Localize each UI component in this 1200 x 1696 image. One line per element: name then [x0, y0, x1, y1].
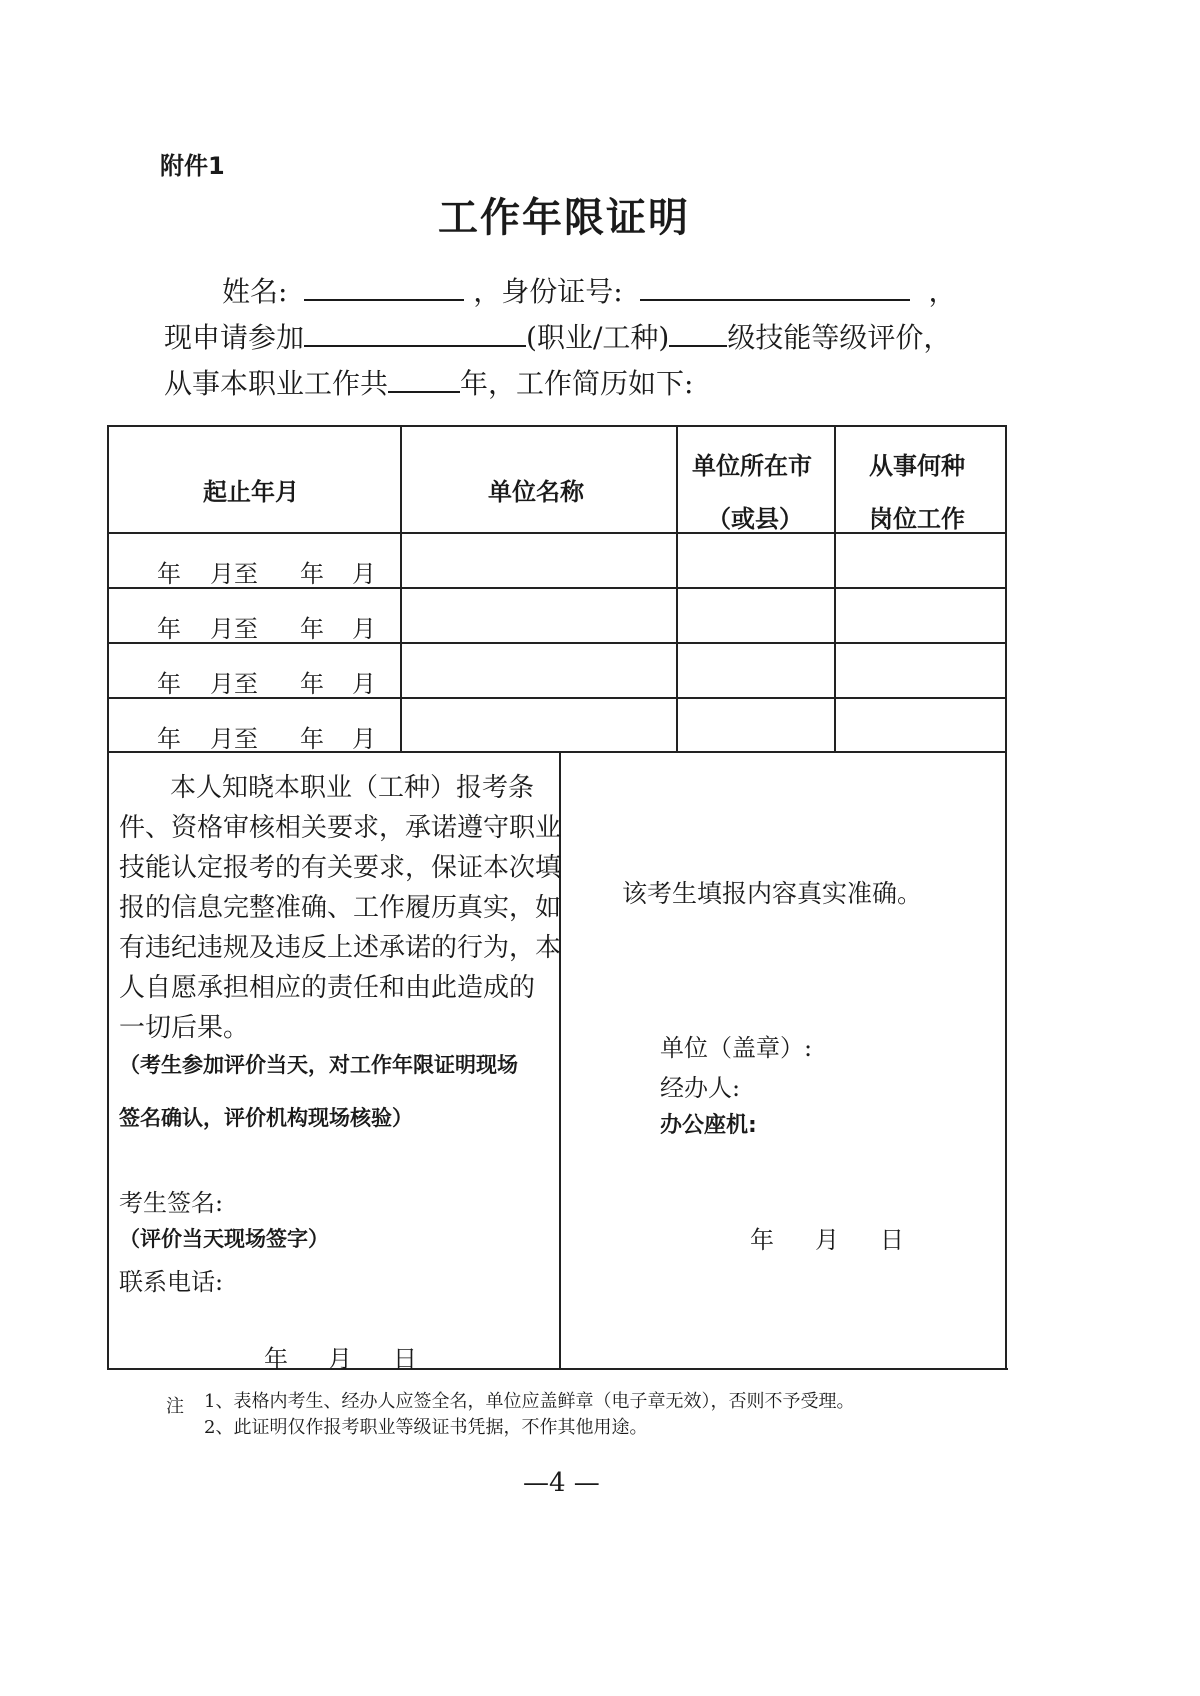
header-unit-name: 单位名称 — [488, 478, 584, 506]
row-start-year: 年 — [157, 725, 181, 753]
footnote-line2: 2、此证明仅作报考职业等级证书凭据，不作其他用途。 — [204, 1417, 648, 1438]
handler-label: 经办人: — [660, 1074, 741, 1102]
row-start-month: 月至 — [210, 560, 258, 588]
table-border-left — [107, 425, 109, 1369]
level-blank[interactable] — [669, 319, 727, 347]
page-title: 工作年限证明 — [438, 195, 690, 241]
work-label: 从事本职业工作共 — [164, 367, 389, 400]
id-label: ，身份证号: — [473, 275, 623, 308]
pledge-line: 报的信息完整准确、工作履历真实，如 — [119, 893, 562, 923]
header-city-line1: 单位所在市 — [692, 452, 812, 480]
unit-stamp-label: 单位（盖章）: — [660, 1034, 813, 1062]
occupation-blank[interactable] — [304, 319, 526, 347]
employer-date-day: 日 — [880, 1226, 904, 1254]
table-border-top — [107, 425, 1006, 427]
pledge-line: 件、资格审核相关要求，承诺遵守职业 — [119, 813, 562, 843]
page-number: —4 — — [523, 1468, 600, 1498]
header-city-line2: （或县） — [707, 505, 803, 533]
pledge-date-month: 月 — [328, 1345, 352, 1373]
attachment-label: 附件1 — [160, 152, 225, 180]
employer-date-month: 月 — [815, 1226, 839, 1254]
header-period: 起止年月 — [203, 478, 299, 506]
table-col-divider — [400, 425, 402, 752]
name-blank[interactable] — [304, 273, 464, 301]
footnote-line1: 1、表格内考生、经办人应签全名，单位应盖鲜章（电子章无效），否则不予受理。 — [204, 1391, 855, 1412]
row-start-year: 年 — [157, 670, 181, 698]
row-end-year: 年 — [300, 670, 324, 698]
intro-line-3 — [164, 362, 693, 402]
signature-label: 考生签名: — [119, 1189, 224, 1217]
id-number-blank[interactable] — [640, 273, 910, 301]
pledge-line: 技能认定报考的有关要求，保证本次填 — [119, 853, 562, 883]
pledge-date-day: 日 — [393, 1345, 417, 1373]
intro-comma: ， — [928, 275, 957, 308]
row-end-month: 月 — [352, 670, 376, 698]
table-col-divider — [834, 425, 836, 752]
years-blank[interactable] — [388, 365, 460, 393]
pledge-note-line2: 签名确认，评价机构现场核验） — [119, 1106, 413, 1130]
row-end-month: 月 — [352, 725, 376, 753]
pledge-note-line1: （考生参加评价当天，对工作年限证明现场 — [119, 1053, 518, 1077]
pledge-line: 有违纪违规及违反上述承诺的行为，本 — [119, 933, 562, 963]
table-border-bottom — [107, 1368, 1008, 1370]
row-start-month: 月至 — [210, 725, 258, 753]
table-border-right — [1005, 425, 1007, 1369]
phone-label: 联系电话: — [119, 1268, 224, 1296]
level-label: 级技能等级评价， — [727, 321, 952, 354]
pledge-line: 人自愿承担相应的责任和由此造成的 — [119, 973, 536, 1003]
row-start-month: 月至 — [210, 615, 258, 643]
intro-line-1 — [222, 270, 957, 310]
signature-note: （评价当天现场签字） — [119, 1227, 329, 1251]
row-end-year: 年 — [300, 725, 324, 753]
occupation-label: (职业/工种) — [526, 321, 670, 354]
intro-line-2 — [164, 316, 951, 356]
row-start-year: 年 — [157, 615, 181, 643]
employer-date-year: 年 — [750, 1226, 774, 1254]
pledge-line: 一切后果。 — [119, 1013, 250, 1043]
row-end-month: 月 — [352, 615, 376, 643]
row-end-year: 年 — [300, 615, 324, 643]
header-post-line1: 从事何种 — [869, 452, 965, 480]
row-end-month: 月 — [352, 560, 376, 588]
pledge-line: 本人知晓本职业（工种）报考条 — [170, 773, 535, 803]
row-start-year: 年 — [157, 560, 181, 588]
office-phone-label: 办公座机: — [660, 1113, 757, 1138]
pledge-date-year: 年 — [264, 1345, 288, 1373]
footnote-prefix: 注 — [166, 1396, 184, 1417]
apply-label: 现申请参加 — [164, 321, 305, 354]
employer-statement: 该考生填报内容真实准确。 — [622, 879, 923, 908]
row-start-month: 月至 — [210, 670, 258, 698]
header-post-line2: 岗位工作 — [869, 505, 965, 533]
table-col-divider — [676, 425, 678, 752]
row-end-year: 年 — [300, 560, 324, 588]
name-label: 姓名: — [222, 275, 288, 308]
years-label: 年，工作简历如下: — [460, 367, 694, 400]
